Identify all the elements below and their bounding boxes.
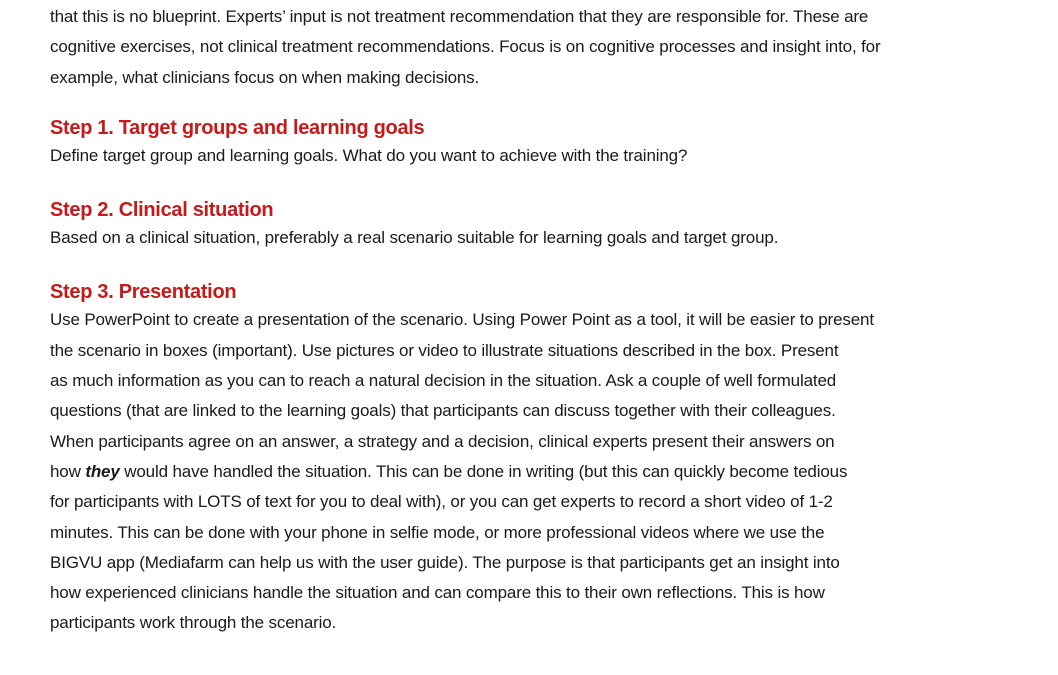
step-3-line: the scenario in boxes (important). Use pictures or video to illustrate situations described in the box. Present [50,340,839,360]
intro-line: cognitive exercises, not clinical treatment recommendations. Focus is on cognitive processes and insight into, for [50,37,881,57]
step-3-line: as much information as you can to reach a natural decision in the situation. Ask a couple of well formulated [50,371,837,391]
step-3-line: participants work through the scenario. [50,613,337,633]
step-2-body-line: Based on a clinical situation, preferably a real scenario suitable for learning goals and target group. [50,228,779,248]
intro-line: example, what clinicians focus on when making decisions. [50,67,480,87]
document-page [50,2,1020,639]
step-3-line: for participants with LOTS of text for you to deal with), or you can get experts to record a short video of 1-2 [50,492,833,512]
emphasis-they: they [85,461,120,481]
step-3-line: Use PowerPoint to create a presentation of the scenario. Using Power Point as a tool, it will be easier to present [50,310,874,330]
step-3-line: questions (that are linked to the learning goals) that participants can discuss together with their colleagues. [50,401,836,421]
step-3-line: BIGVU app (Mediafarm can help us with the user guide). The purpose is that participants get an insight into [50,552,840,572]
step-1-heading: Step 1. Target groups and learning goals [50,116,425,139]
step-3-line-post: would have handled the situation. This can be done in writing (but this can quickly become tedious [119,461,848,481]
step-3-heading: Step 3. Presentation [50,281,237,304]
step-3-line: how experienced clinicians handle the situation and can compare this to their own reflections. This is how [50,583,825,603]
step-2-body [50,223,1020,253]
step-1-body [50,141,1020,171]
step-2-heading: Step 2. Clinical situation [50,199,274,222]
intro-line: that this is no blueprint. Experts’ input is not treatment recommendation that they are responsible for. These are [50,7,869,26]
step-3-line: When participants agree on an answer, a strategy and a decision, clinical experts present their answers on [50,431,835,451]
step-1-body-line: Define target group and learning goals. What do you want to achieve with the training? [50,145,688,165]
step-3-line: minutes. This can be done with your phone in selfie mode, or more professional videos where we use the [50,522,825,542]
step-3-body [50,305,1020,638]
step-3-line-with-emphasis [50,457,1020,487]
intro-paragraph [50,2,1020,93]
step-3-line-pre: how [50,461,86,481]
